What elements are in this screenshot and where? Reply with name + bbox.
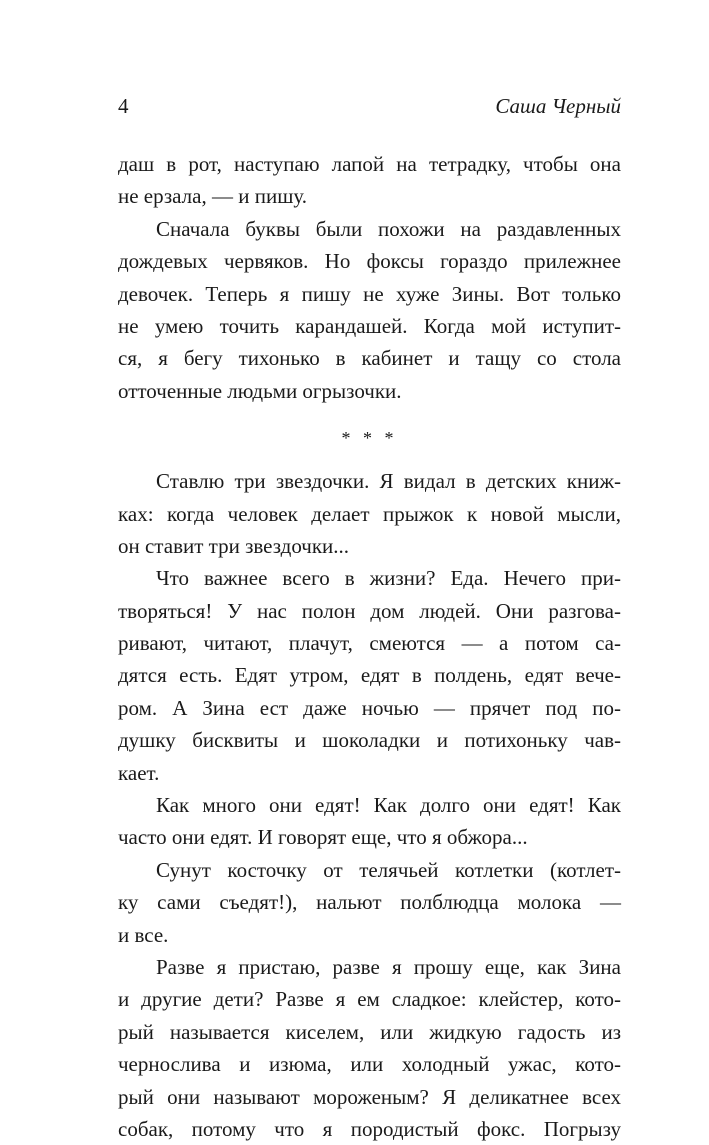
text-line: творяться! У нас полон дом людей. Они разгова-	[118, 598, 621, 623]
text-line: ках: когда человек делает прыжок к новой мысли,	[118, 501, 621, 526]
text-line: дождевых червяков. Но фоксы гораздо прилежнее	[118, 249, 621, 274]
page-number: 4	[118, 94, 129, 118]
text-line: не ерзала, — и пишу.	[118, 184, 308, 209]
text-line: не умею точить карандашей. Когда мой иступит-	[118, 313, 621, 338]
text-line: душку бисквиты и шоколадки и потихоньку чав-	[118, 728, 621, 753]
paragraph-6	[118, 854, 621, 951]
text-line: ся, я бегу тихонько в кабинет и тащу со стола	[118, 346, 621, 371]
text-line: ку сами съедят!), нальют полблюдца молока —	[118, 890, 621, 915]
paragraph-4	[118, 562, 621, 789]
text-line: Разве я пристаю, разве я прошу еще, как Зина	[156, 954, 621, 979]
header-author: Саша Черный	[495, 94, 621, 118]
paragraph-2	[118, 213, 621, 407]
text-line: собак, потому что я породистый фокс. Погрызу	[118, 1116, 621, 1141]
text-line: Сунут косточку от телячьей котлетки (котлет-	[156, 857, 621, 882]
text-line: и другие дети? Разве я ем сладкое: клейстер, кото-	[118, 987, 621, 1012]
paragraph-5	[118, 789, 621, 854]
running-header	[118, 92, 621, 120]
text-line: чернослива и изюма, или холодный ужас, кото-	[118, 1052, 621, 1077]
paragraph-3	[118, 465, 621, 562]
body-text	[118, 148, 621, 1145]
text-line: отточенные людьми огрызочки.	[118, 378, 402, 403]
text-line: дятся есть. Едят утром, едят в полдень, едят вече-	[118, 663, 621, 688]
text-line: Ставлю три звездочки. Я видал в детских книж-	[156, 469, 621, 494]
text-line: рый называется киселем, или жидкую гадость из	[118, 1019, 621, 1044]
text-line: девочек. Теперь я пишу не хуже Зины. Вот только	[118, 281, 621, 306]
text-line: Как много они едят! Как долго они едят! Как	[156, 793, 621, 818]
text-line: и все.	[118, 922, 169, 947]
text-line: Сначала буквы были похожи на раздавленных	[156, 216, 621, 241]
text-line: часто они едят. И говорят еще, что я обжора...	[118, 825, 528, 850]
text-line: кает.	[118, 760, 160, 785]
text-line: Что важнее всего в жизни? Еда. Нечего при-	[156, 566, 621, 591]
text-line: рый они называют мороженым? Я деликатнее всех	[118, 1084, 621, 1109]
text-line: даш в рот, наступаю лапой на тетрадку, чтобы она	[118, 152, 621, 176]
text-line: ром. А Зина ест даже ночью — прячет под по-	[118, 695, 621, 720]
text-line: ривают, читают, плачут, смеются — а потом са-	[118, 631, 621, 656]
text-line: он ставит три звездочки...	[118, 533, 350, 558]
section-separator: * * *	[341, 428, 398, 449]
paragraph-7	[118, 951, 621, 1145]
paragraph-1	[118, 148, 621, 213]
